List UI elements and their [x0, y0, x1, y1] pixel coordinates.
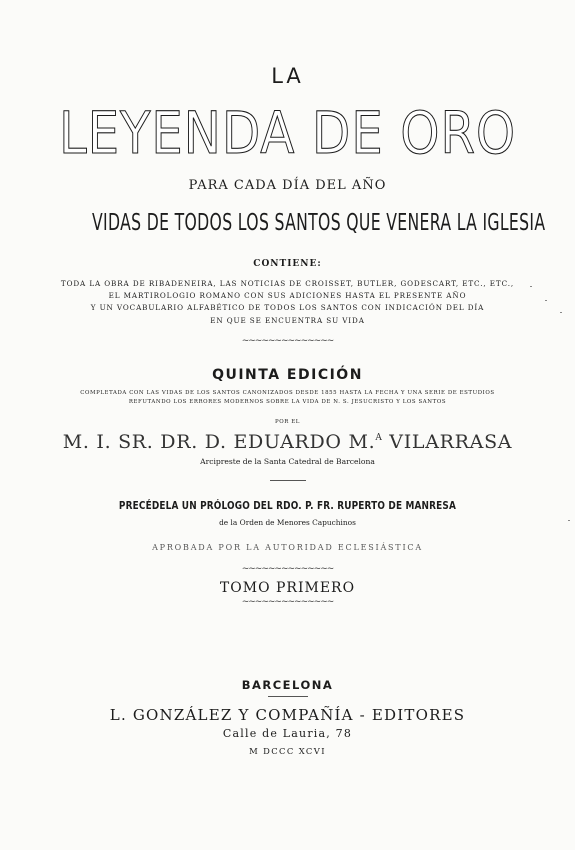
edition-line: COMPLETADA CON LAS VIDAS DE LOS SANTOS CANONIZADOS DESDE 1855 HASTA LA FECHA Y UNA SERIE DE ESTUDIOS — [80, 390, 495, 396]
approval-line: APROBADA POR LA AUTORIDAD ECLESIÁSTICA — [152, 543, 423, 552]
paper-speck — [530, 286, 532, 287]
author-name-superscript: A — [375, 433, 383, 443]
prologue-order: de la Orden de Menores Capuchinos — [219, 518, 356, 527]
ornament-divider: ~~~~~~~~~~~~~~ — [241, 564, 334, 574]
paper-speck — [560, 312, 562, 313]
main-title: LEYENDA DE ORO — [58, 99, 517, 167]
ornament-divider: ~~~~~~~~~~~~~~ — [241, 597, 334, 607]
divider-rule — [270, 480, 306, 481]
contents-block — [0, 278, 575, 327]
imprint-year: M DCCC XCVI — [249, 746, 326, 756]
imprint-address: Calle de Lauria, 78 — [222, 727, 353, 740]
volume-label: TOMO PRIMERO — [219, 580, 356, 596]
contents-line: TODA LA OBRA DE RIBADENEIRA, LAS NOTICIAS DE CROISSET, BUTLER, GODESCART, ETC., ETC., — [60, 279, 515, 288]
ornament-divider: ~~~~~~~~~~~~~~ — [241, 336, 334, 346]
contiene-label: CONTIENE: — [253, 259, 322, 269]
heading: VIDAS DE TODOS LOS SANTOS QUE VENERA LA IGLESIA — [92, 210, 546, 236]
imprint-city: BARCELONA — [241, 678, 334, 692]
author-name-tail: VILARRASA — [382, 431, 513, 453]
title-article: LA — [271, 64, 304, 88]
paper-speck — [545, 300, 547, 301]
author-name-main: M. I. SR. DR. D. EDUARDO M. — [62, 431, 376, 453]
divider-rule — [268, 696, 308, 697]
edition-title: QUINTA EDICIÓN — [212, 367, 363, 383]
by-label: POR EL — [275, 419, 300, 425]
contents-line: Y UN VOCABULARIO ALFABÉTICO DE TODOS LOS SANTOS CON INDICACIÓN DEL DÍA — [90, 303, 485, 313]
author-name — [0, 431, 575, 453]
contents-line: EL MARTIROLOGIO ROMANO CON SUS ADICIONES HASTA EL PRESENTE AÑO — [108, 291, 467, 301]
prologue-line: PRECÉDELA UN PRÓLOGO DEL RDO. P. FR. RUPERTO DE MANRESA — [118, 500, 457, 512]
edition-description — [0, 389, 575, 406]
paper-speck — [568, 520, 570, 521]
author-role: Arcipreste de la Santa Catedral de Barcelona — [200, 457, 375, 466]
subtitle: PARA CADA DÍA DEL AÑO — [188, 178, 387, 193]
imprint-publisher: L. GONZÁLEZ Y COMPAÑÍA - EDITORES — [109, 706, 466, 724]
edition-line: REFUTANDO LOS ERRORES MODERNOS SOBRE LA VIDA DE N. S. JESUCRISTO Y LOS SANTOS — [128, 398, 447, 405]
contents-line: EN QUE SE ENCUENTRA SU VIDA — [210, 315, 365, 325]
